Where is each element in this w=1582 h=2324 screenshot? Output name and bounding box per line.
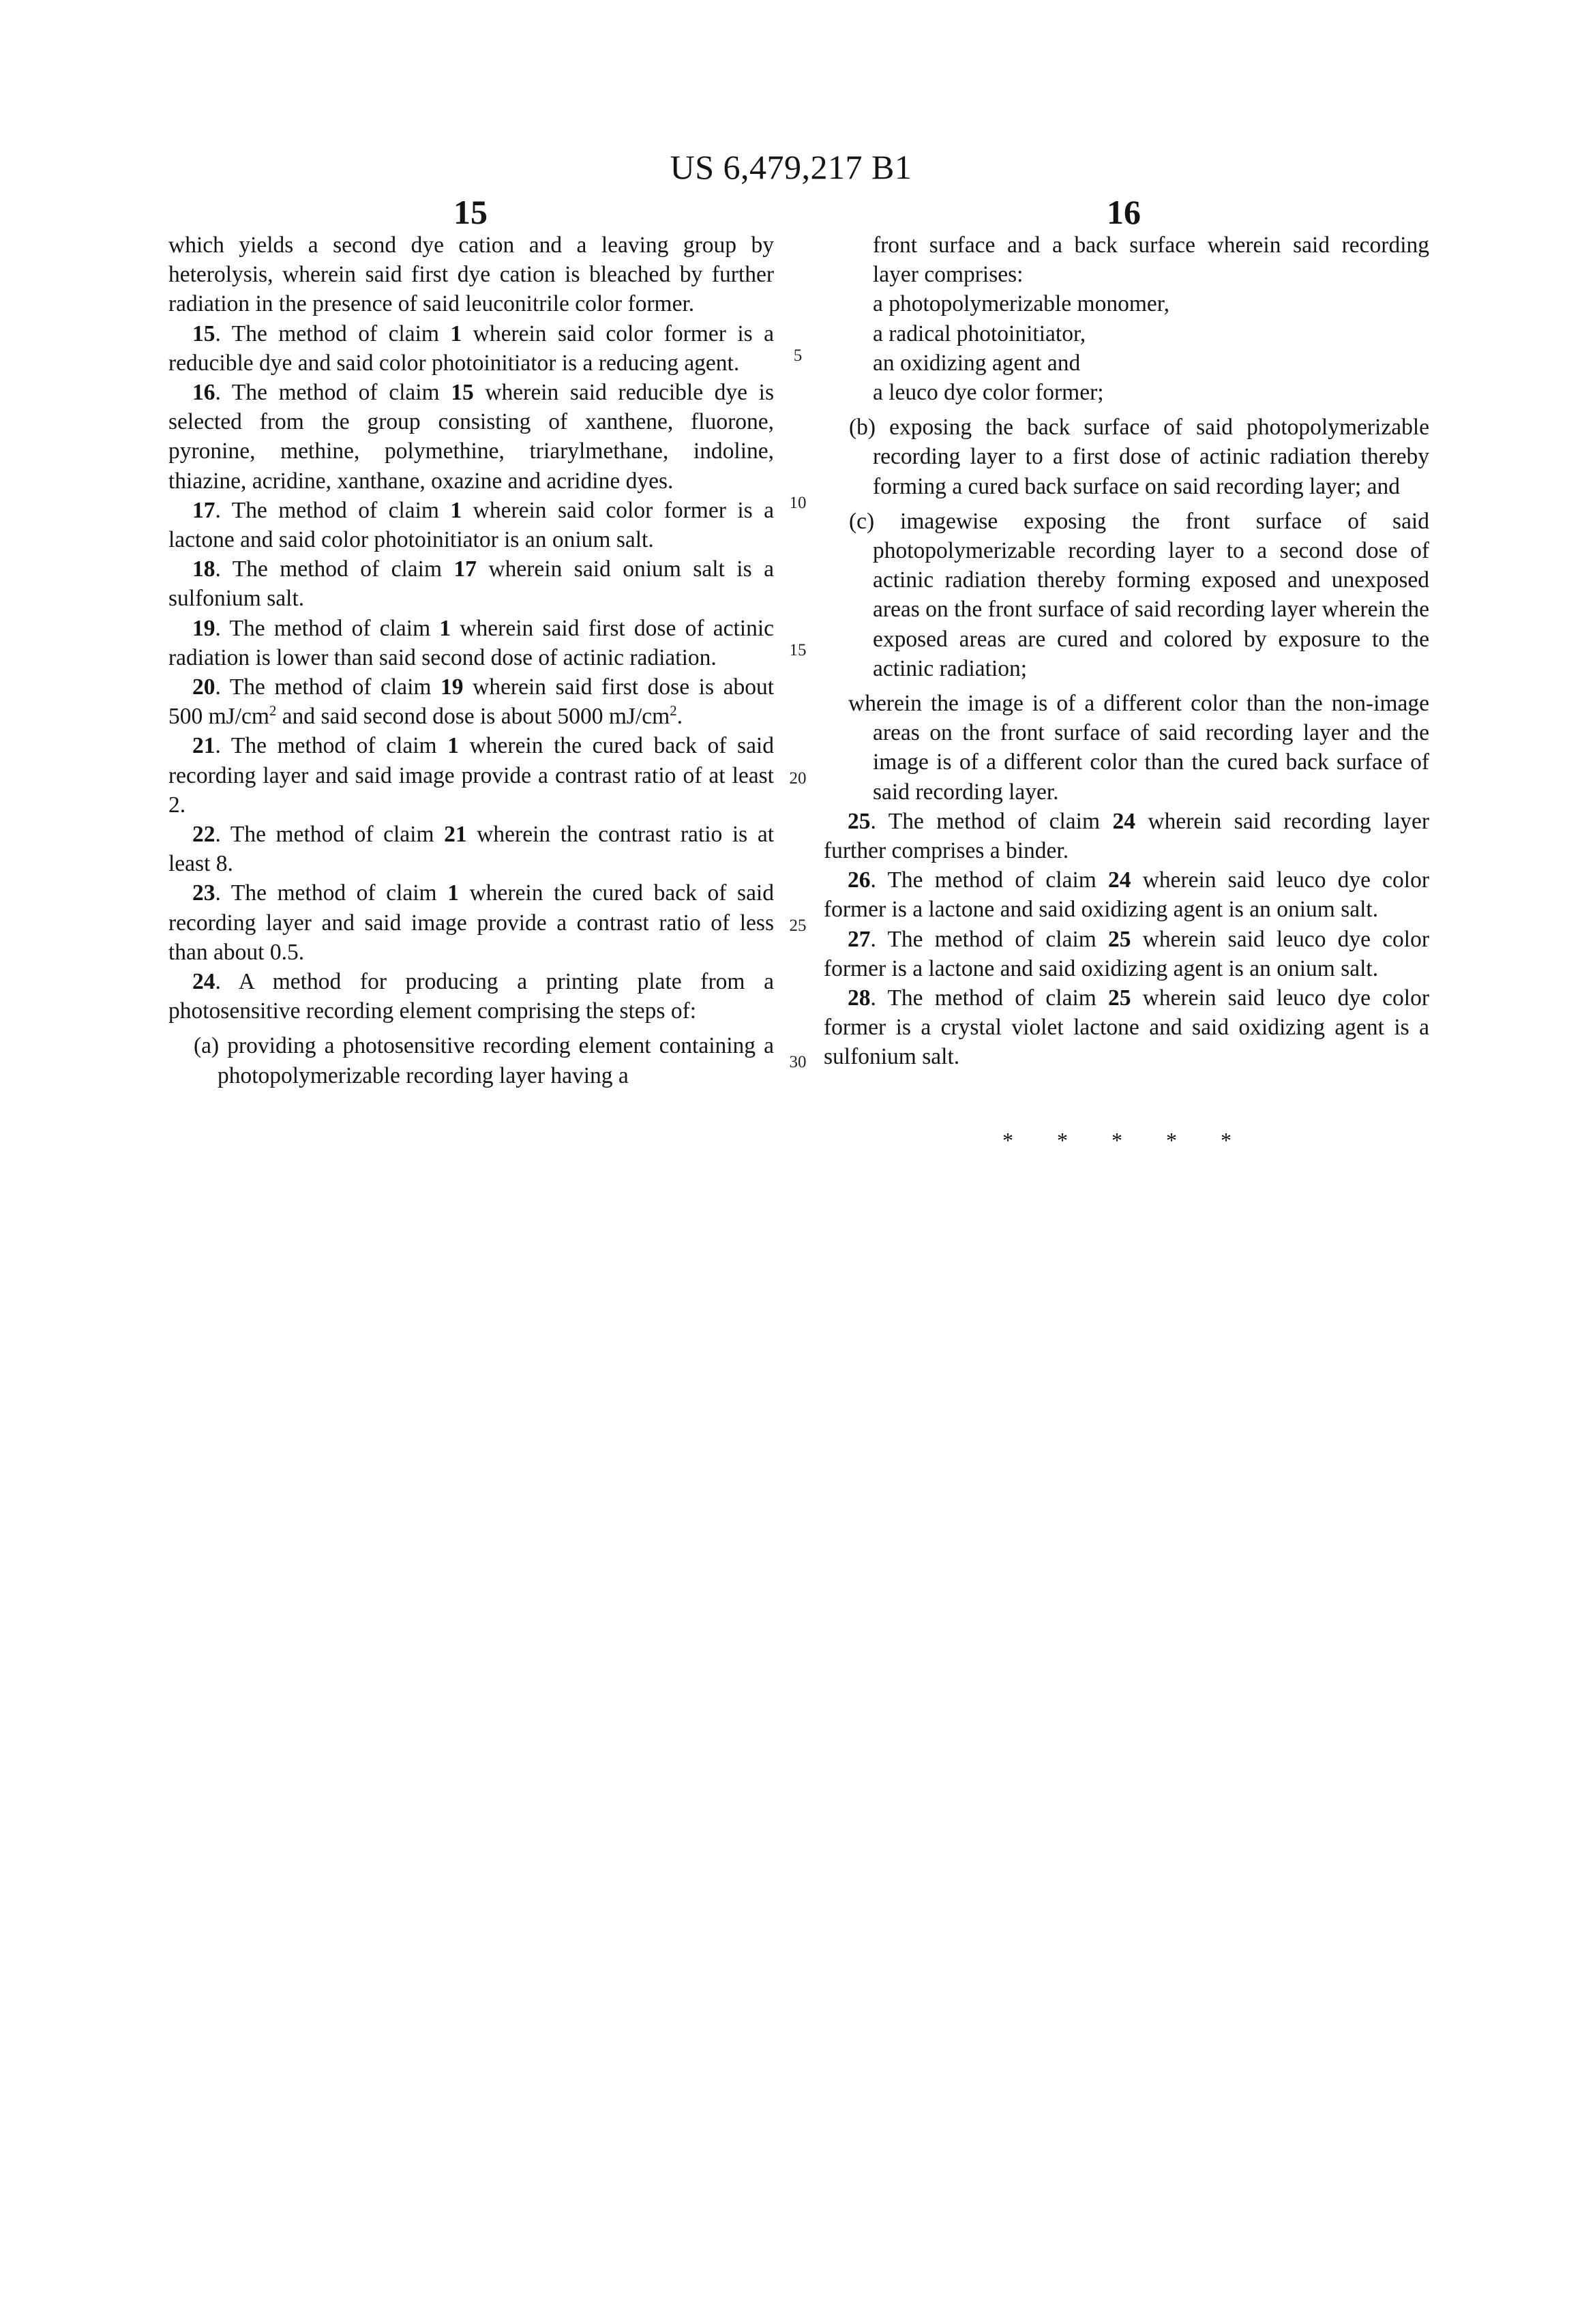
margin-line-number: 20 — [783, 769, 813, 788]
claim-text: wherein the contrast ratio is at least 8. — [168, 822, 774, 876]
claim-text: wherein said leuco dye color former is a lactone and said oxidizing agent is an onium salt. — [824, 867, 1429, 922]
claim-text: wherein said leuco dye color former is a crystal violet lactone and said oxidizing agent is a sulfonium salt. — [824, 985, 1429, 1069]
claim-continuation: which yields a second dye cation and a leaving group by heterolysis, wherein said first dye cation is bleached by further radiation in the presence of said leuconitrile color former. — [168, 230, 774, 319]
claim-24-step-c: (c) imagewise exposing the front surface of said photopolymerizable recording layer to a second dose of actinic radiation thereby forming exposed and unexposed areas on the front surface of said recording layer wherein the exposed areas are cured and colored by exposure to the actinic radiation; — [824, 507, 1429, 683]
margin-line-number: 5 — [783, 346, 813, 366]
claim-text: . The method of claim — [871, 927, 1109, 952]
claim-number: 18 — [192, 556, 215, 582]
claim-text: wherein said reducible dye is selected from the group consisting of xanthene, fluorone, pyronine, methine, polymethine, triarylmethane, indoline, thiazine, acridine, xanthane, oxazine and acridine dyes. — [168, 380, 774, 494]
claim-text: . The method of claim — [215, 380, 451, 405]
claim-number: 26 — [848, 867, 871, 893]
claim-text: wherein said onium salt is a sulfonium salt. — [168, 556, 774, 611]
claim-number: 16 — [192, 380, 215, 405]
claim-17 — [168, 496, 774, 554]
patent-number-header: US 6,479,217 B1 — [0, 147, 1582, 187]
claim-text: . The method of claim — [215, 822, 445, 847]
claim-text: wherein said first dose is about 500 mJ/cm — [168, 674, 774, 729]
column-number-left: 15 — [402, 192, 539, 232]
claim-text: . A method for producing a printing plate from a photosensitive recording element comprising the steps of: — [168, 969, 774, 1024]
column-number-right: 16 — [1056, 192, 1192, 232]
claim-number: 15 — [192, 321, 215, 346]
claim-reference: 1 — [439, 616, 451, 641]
claim-number: 28 — [848, 985, 871, 1011]
claim-24 — [168, 967, 774, 1026]
claim-number: 23 — [192, 880, 215, 906]
claim-16 — [168, 378, 774, 496]
claim-26 — [824, 865, 1429, 924]
claim-number: 17 — [192, 498, 215, 523]
claim-number: 19 — [192, 616, 215, 641]
margin-line-number: 15 — [783, 641, 813, 660]
claim-text: . The method of claim — [215, 674, 441, 700]
claim-text: wherein said leuco dye color former is a lactone and said oxidizing agent is an onium salt. — [824, 927, 1429, 981]
claim-text: wherein said first dose of actinic radiation is lower than said second dose of actinic radiation. — [168, 616, 774, 670]
margin-line-number: 10 — [783, 494, 813, 513]
claim-text: wherein said recording layer further comprises a binder. — [824, 809, 1429, 863]
component-item: a leuco dye color former; — [824, 378, 1429, 407]
claim-text: . The method of claim — [215, 498, 451, 523]
claims-column-right — [824, 230, 1429, 1072]
claim-text: . The method of claim — [215, 880, 448, 906]
claim-number: 27 — [848, 927, 871, 952]
claim-text: wherein said color former is a lactone and said color photoinitiator is an onium salt. — [168, 498, 774, 552]
claim-reference: 17 — [453, 556, 477, 582]
claim-text: and said second dose is about 5000 mJ/cm — [276, 704, 670, 729]
claim-21 — [168, 731, 774, 820]
claim-reference: 24 — [1108, 867, 1131, 893]
claim-20 — [168, 672, 774, 731]
claim-24-step-a: (a) providing a photosensitive recording element containing a photopolymerizable recording layer having a — [168, 1031, 774, 1090]
claim-text: . The method of claim — [215, 616, 440, 641]
claim-number: 25 — [848, 809, 871, 834]
claim-reference: 25 — [1108, 927, 1131, 952]
claim-18 — [168, 554, 774, 613]
claim-27 — [824, 925, 1429, 983]
claim-text: . The method of claim — [215, 733, 448, 758]
claim-24-wherein: wherein the image is of a different color than the non-image areas on the front surface of said recording layer and the image is of a different color than the cured back surface of said recording layer. — [824, 689, 1429, 807]
claim-24-step-a-continued: front surface and a back surface wherein said recording layer comprises: — [824, 230, 1429, 289]
superscript: 2 — [670, 703, 676, 719]
claim-19 — [168, 614, 774, 672]
margin-line-number: 30 — [783, 1053, 813, 1072]
claim-reference: 24 — [1112, 809, 1135, 834]
claim-28 — [824, 983, 1429, 1072]
claim-text: wherein said color former is a reducible dye and said color photoinitiator is a reducing agent. — [168, 321, 774, 376]
claim-23 — [168, 878, 774, 967]
claim-reference: 1 — [447, 733, 459, 758]
superscript: 2 — [269, 703, 276, 719]
claim-text: . The method of claim — [215, 321, 451, 346]
claim-text: . The method of claim — [871, 809, 1113, 834]
claim-number: 20 — [192, 674, 215, 700]
claim-text: wherein the cured back of said recording layer and said image provide a contrast ratio of at least 2. — [168, 733, 774, 817]
margin-line-number: 25 — [783, 917, 813, 936]
claim-text: . The method of claim — [215, 556, 454, 582]
claim-reference: 1 — [450, 498, 462, 523]
claim-25 — [824, 807, 1429, 865]
claim-text: . The method of claim — [871, 985, 1109, 1011]
claim-number: 24 — [192, 969, 215, 994]
claim-reference: 25 — [1108, 985, 1131, 1011]
component-item: a radical photoinitiator, — [824, 319, 1429, 348]
claim-number: 21 — [192, 733, 215, 758]
claim-reference: 1 — [450, 321, 462, 346]
claim-24-step-b: (b) exposing the back surface of said photopolymerizable recording layer to a first dose of actinic radiation thereby forming a cured back surface on said recording layer; and — [824, 413, 1429, 501]
claim-text: wherein the cured back of said recording layer and said image provide a contrast ratio of less than about 0.5. — [168, 880, 774, 964]
end-of-document-marker: * * * * * — [824, 1128, 1429, 1153]
component-item: a photopolymerizable monomer, — [824, 289, 1429, 318]
claim-text: . The method of claim — [871, 867, 1109, 893]
component-item: an oxidizing agent and — [824, 348, 1429, 378]
claim-reference: 15 — [451, 380, 474, 405]
claim-text: . — [677, 704, 683, 729]
claim-reference: 19 — [441, 674, 464, 700]
claims-column-left — [168, 230, 774, 1090]
claim-reference: 1 — [447, 880, 459, 906]
claim-number: 22 — [192, 822, 215, 847]
claim-22 — [168, 820, 774, 878]
claim-15 — [168, 319, 774, 378]
claim-reference: 21 — [444, 822, 467, 847]
